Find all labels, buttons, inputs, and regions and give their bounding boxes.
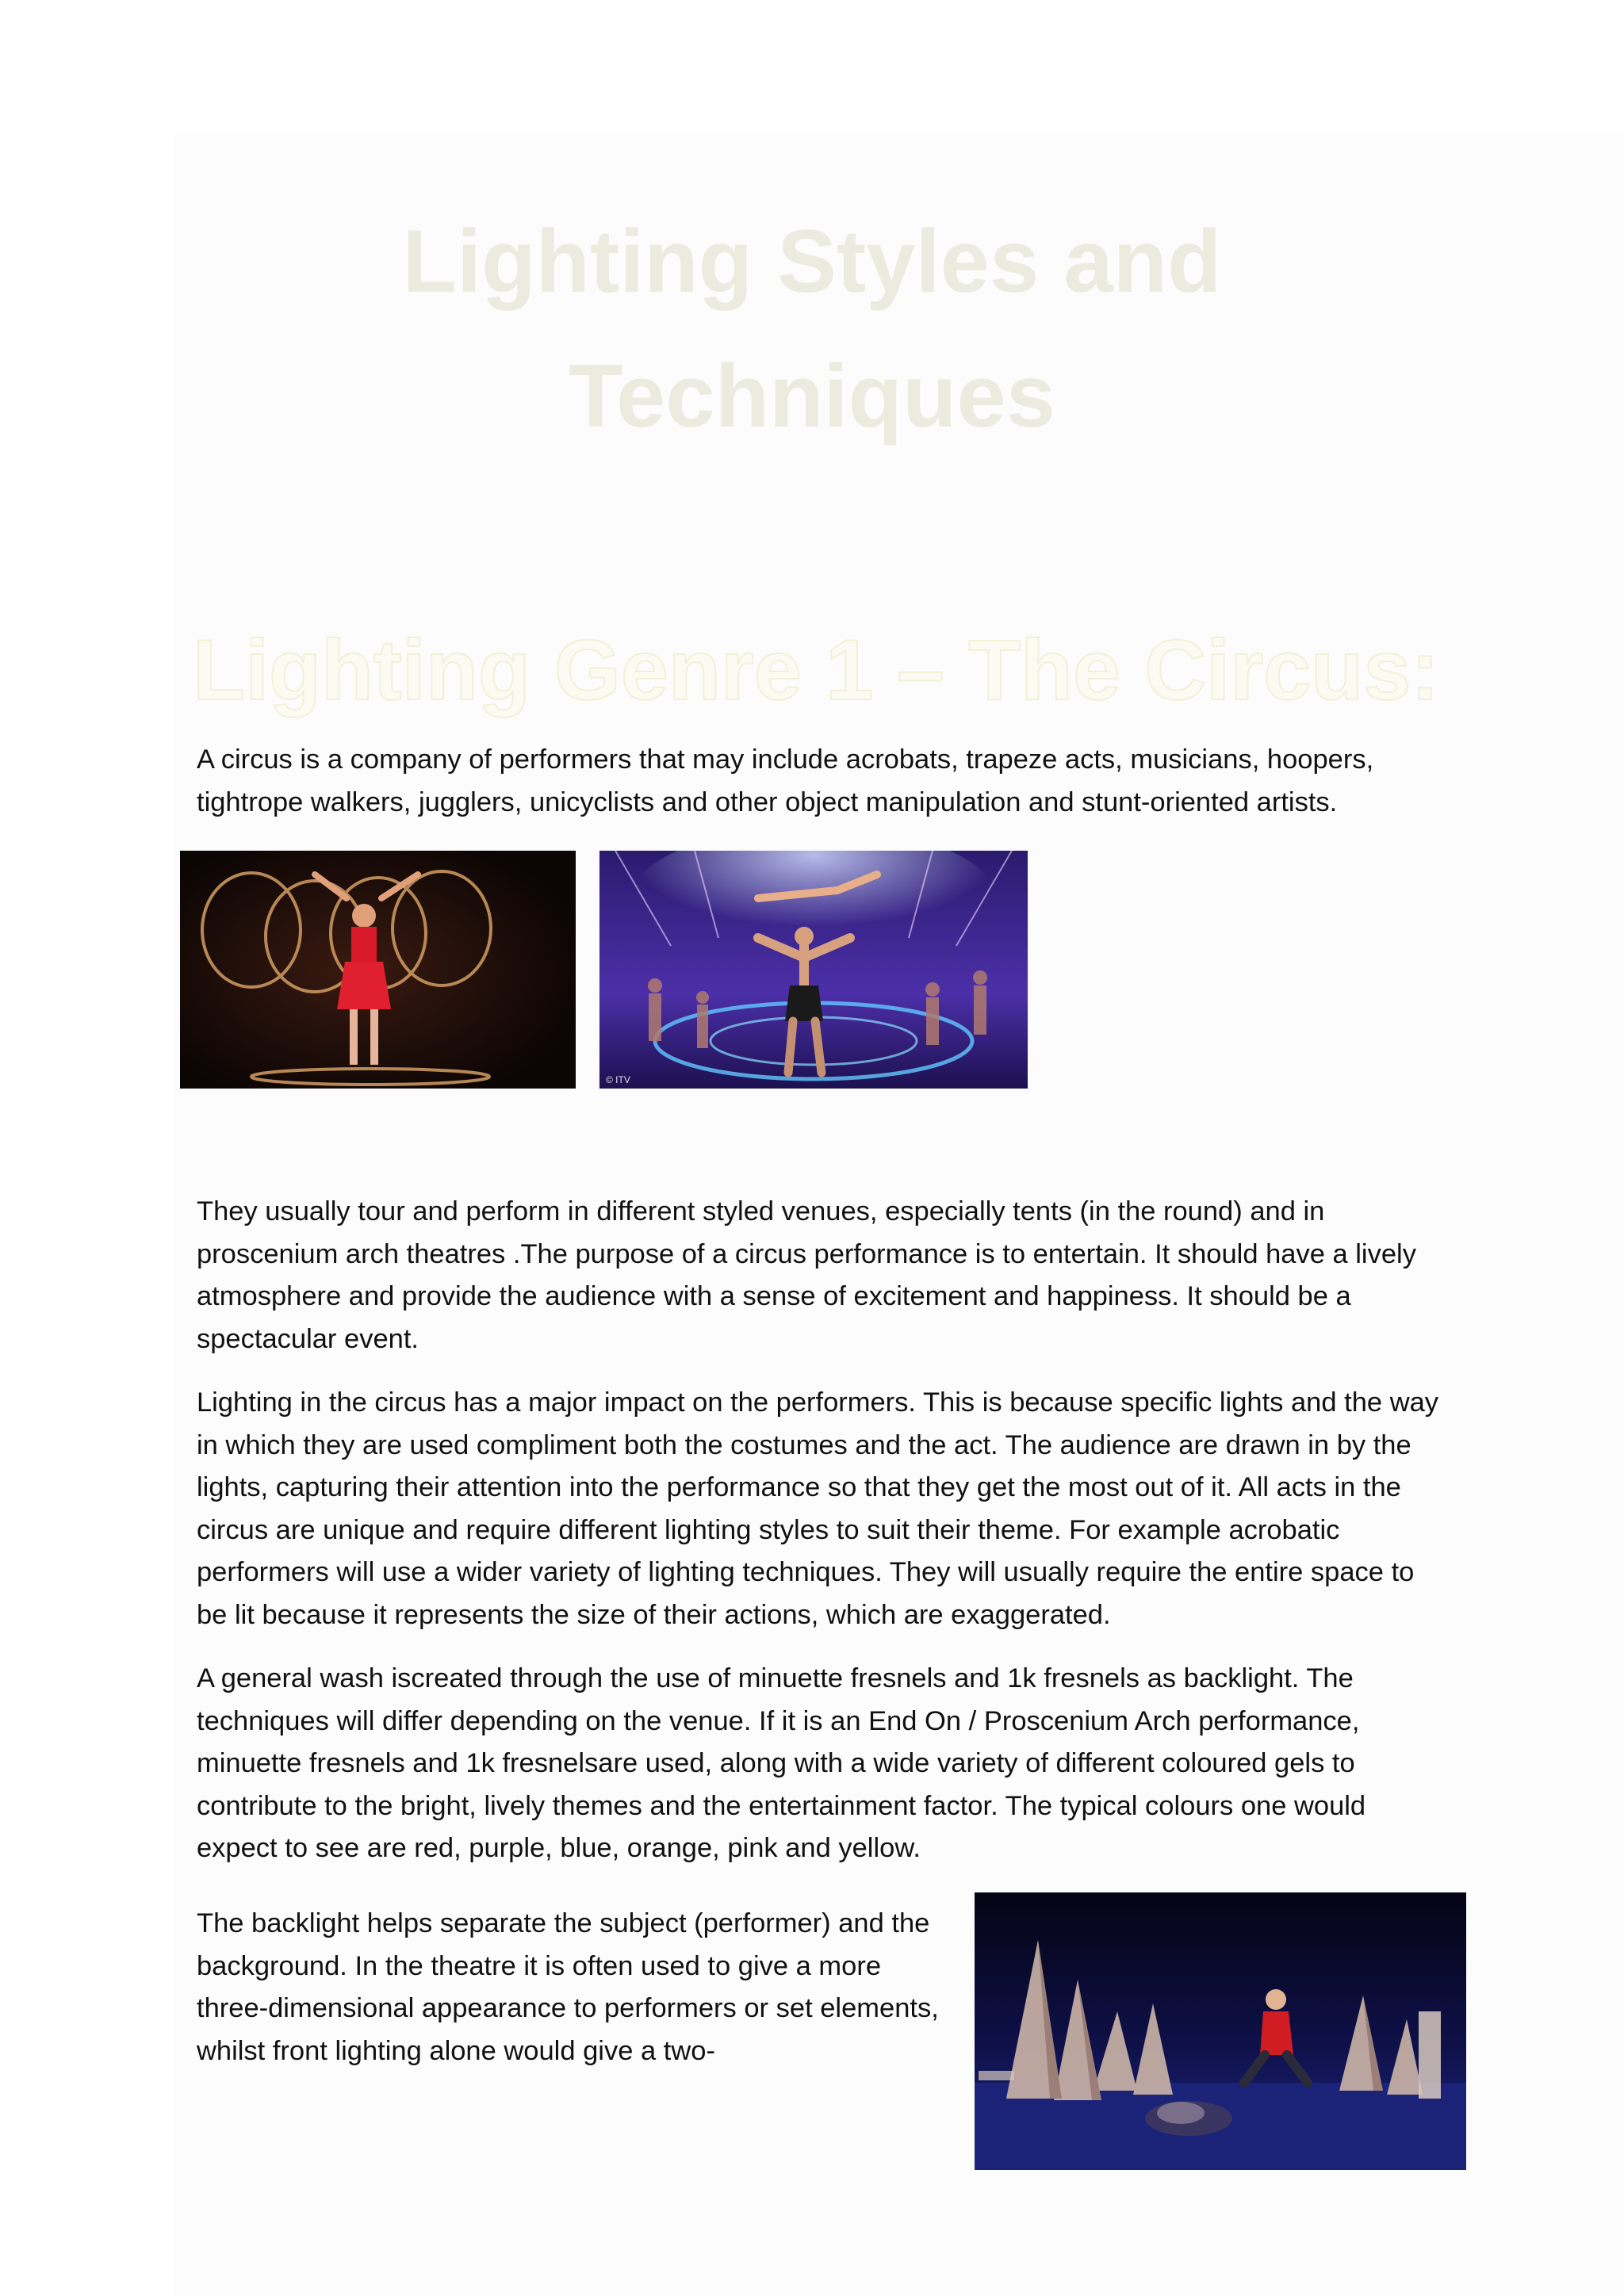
page-title-line-1: Lighting Styles and	[402, 212, 1222, 312]
venues-paragraph: They usually tour and perform in different styled venues, especially tents (in the round) and in proscenium arch theatres .The purpose of a circus performance is to entertain. It should have a lively atmosphere and provide the audience with a sense of excitement and happiness. It should be a spectacular event.	[197, 1196, 1416, 1354]
backlight-paragraph: The backlight helps separate the subject (performer) and the background. In the theatre it is often used to give a more three-dimensional appearance to performers or set elements, whilst front lighting alone would give a two-	[197, 1908, 939, 2066]
backlit-stage-photo	[975, 1892, 1466, 2170]
impact-paragraph: Lighting in the circus has a major impact on the performers. This is because specific lights and the way in which they are used compliment both the costumes and the act. The audience are drawn in by the lights, capturing their attention into the performance so that they get the most out of it. All acts in the circus are unique and require different lighting styles to suit their theme. For example acrobatic performers will use a wider variety of lighting techniques. They will usually require the entire space to be lit because it represents the size of their actions, which are exaggerated.	[197, 1387, 1439, 1630]
hoop-performer-photo	[180, 851, 576, 1089]
page-title-line-2: Techniques	[568, 346, 1056, 446]
acrobat-stage-photo	[599, 851, 1028, 1089]
itv-watermark: © ITV	[606, 1074, 630, 1085]
wash-paragraph: A general wash iscreated through the use of minuette fresnels and 1k fresnels as backlight. The techniques will differ depending on the venue. If it is an End On / Proscenium Arch performance, minuette fresnels and 1k fresnelsare used, along with a wide variety of different coloured gels to contribute to the bright, lively themes and the entertainment factor. The typical colours one would expect to see are red, purple, blue, orange, pink and yellow.	[197, 1663, 1366, 1863]
genre-heading: Lighting Genre 1 – The Circus:	[193, 621, 1440, 718]
intro-paragraph: A circus is a company of performers that may include acrobats, trapeze acts, musicians, hoopers, tightrope walkers, jugglers, unicyclists and other object manipulation and stunt-oriented artists.	[197, 744, 1374, 817]
page-title	[0, 194, 1624, 464]
